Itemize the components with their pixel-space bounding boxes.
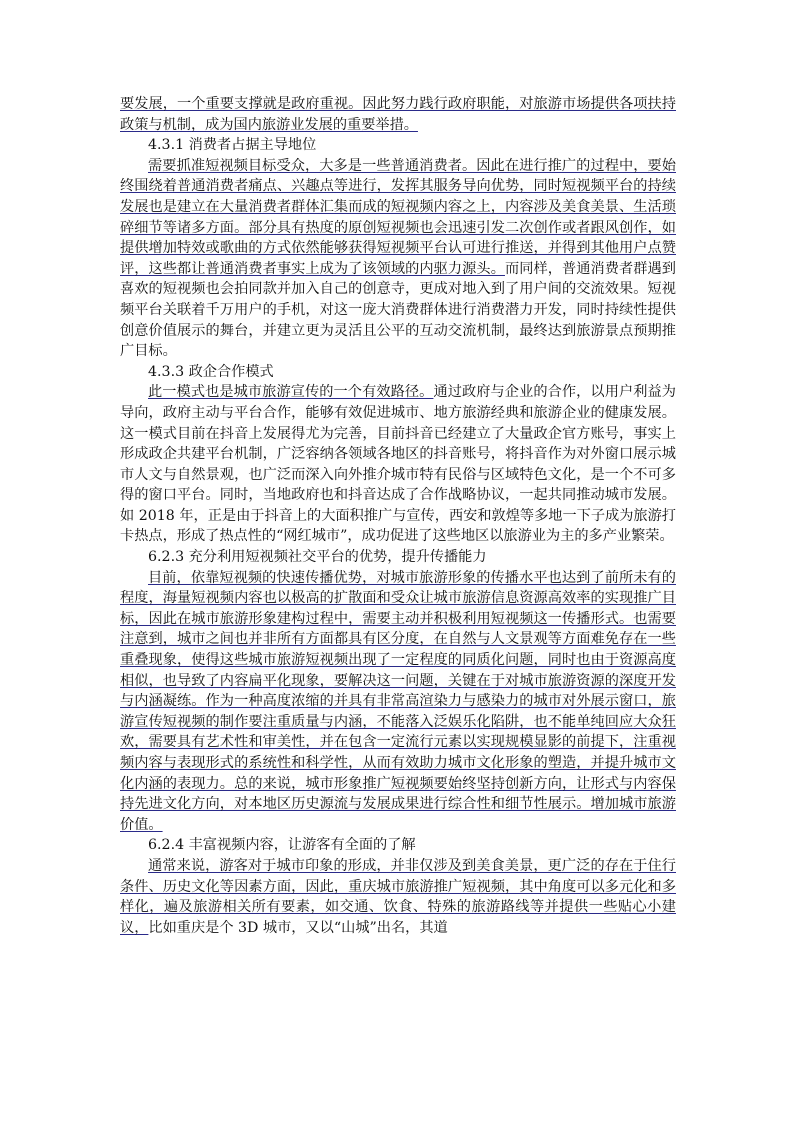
plain-text: 通过政府与企业的合作，以用户利益为导向，政府主动与平台合作，能够有效促进城市、地方旅游经典和旅游企业的健康发展。这一模式目前在抖音上发展得尤为完善，目前抖音已经建立了大量政企官方账号，事实上形成政企共建平台机制，广泛容纳各领域各地区的抖音账号，将抖音作为对外窗口展示城市人文与自然景观，也广泛而深入向外推介城市特有民俗与区域特色文化，是一个不可多得的窗口平台。同时，当地政府也和抖音达成了合作战略协议，一起共同推动城市发展。如 2018 年，正是由于抖音上的大面积推广与宣传，西安和敦煌等多地一下子成为旅游打卡热点，形成了热点性的“网红城市”，成功促进了这些地区以旅游业为主的多产业繁荣。 <box>120 384 676 545</box>
underlined-text: 要发展，一个重要支撑就是政府重视。因此努力践行政府职能，对旅游市场提供各项扶持政策与机制，成为国内旅游业发展的重要举措。 <box>120 96 676 133</box>
paragraph-government-enterprise <box>120 382 676 547</box>
plain-text: 比如重庆是个 3D 城市，又以“山城”出名，其道 <box>148 919 448 936</box>
section-heading-6-2-3: 6.2.3 充分利用短视频社交平台的优势，提升传播能力 <box>148 549 487 566</box>
section-heading-4-3-3: 4.3.3 政企合作模式 <box>148 363 274 380</box>
underlined-text: 此一模式也是城市旅游宣传的一个有效路径。 <box>148 384 434 401</box>
section-heading-4-3-1: 4.3.1 消费者占据主导地位 <box>148 137 317 154</box>
paragraph-continuation <box>120 94 676 135</box>
plain-text: 而同样，普通消费者群遇到喜欢的短视频也会拍同款并加入自己的创意寺，更成对地入到了用户间的交流效果。短视频平台关联着千万用户的手机，对这一庞大消费群体进行消费潜力开发，同时持续性提供创意价值展示的舞台，并建立更为灵活且公平的互动交流机制，最终达到旅游景点预期推广目标。 <box>120 260 676 360</box>
underlined-text: 需要抓准短视频目标受众，大多是一些普通消费者。因此在进行推广的过程中，要始终围绕着普通消费者痛点、兴趣点等进行，发挥其服务导向优势，同时短视频平台的持续发展也是建立在大量消费者群体汇集而成的短视频内容之上，内容涉及美食美景、生活琐碎细节等诸多方面。部分具有热度的原创短视频也会迅速引发二次创作或者跟风创作，如提供增加特效或歌曲的方式依然能够获得短视频平台认可进行推送，并得到其他用户点赞评，这些都让普通消费者事实上成为了该领域的内驱力源头。 <box>120 157 676 277</box>
paragraph-social-platform <box>120 568 676 836</box>
section-heading-6-2-4: 6.2.4 丰富视频内容，让游客有全面的了解 <box>148 837 416 854</box>
paragraph-consumers <box>120 156 676 362</box>
underlined-text: 通常来说，游客对于城市印象的形成，并非仅涉及到美食美景，更广泛的存在于住行条件、历史文化等因素方面，因此，重庆城市旅游推广短视频，其中角度可以多元化和多样化，遍及旅游相关所有要素，如交通、饮食、特殊的旅游路线等并提供一些贴心小建议， <box>120 857 676 936</box>
paragraph-video-content <box>120 856 676 938</box>
underlined-text: 目前，依靠短视频的快速传播优势，对城市旅游形象的传播水平也达到了前所未有的程度，海量短视频内容也以极高的扩散面和受众让城市旅游信息资源高效率的实现推广目标，因此在城市旅游形象建构过程中，需要主动并积极利用短视频这一传播形式。也需要注意到，城市之间也并非所有方面都具有区分度，在自然与人文景观等方面难免存在一些重叠现象，使得这些城市旅游短视频出现了一定程度的同质化问题，同时也由于资源高度相似，也导致了内容扁平化现象，要解决这一问题，关键在于对城市旅游资源的深度开发与内涵凝练。作为一种高度浓缩的并具有非常高渲染力与感染力的城市对外展示窗口，旅游宣传短视频的制作要注重质量与内涵，不能落入泛娱乐化陷阱，也不能单纯回应大众狂欢，需要具有艺术性和审美性，并在包含一定流行元素以实现规模显影的前提下，注重视频内容与表现形式的系统性和科学性，从而有效助力城市文化形象的塑造，并提升城市文化内涵的表现力。总的来说，城市形象推广短视频要始终坚持创新方向，让形式与内容保持先进文化方向，对本地区历史源流与发展成果进行综合性和细节性展示。增加城市旅游价值。 <box>120 569 676 833</box>
document-page <box>120 94 676 938</box>
